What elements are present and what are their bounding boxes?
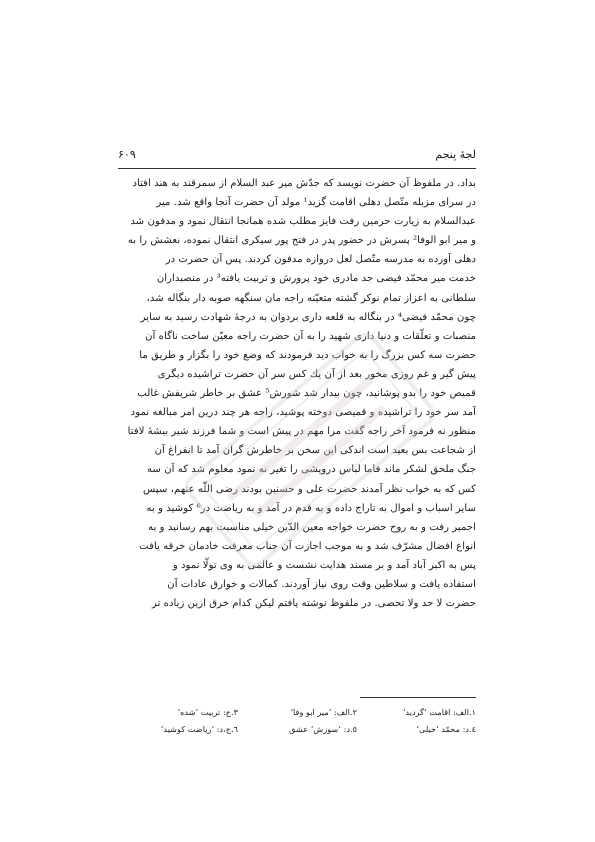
footnote: ٤.د: محمّد ’خیلی‘ — [416, 724, 476, 734]
page-number: ۶۰۹ — [118, 148, 136, 161]
body-line: آمد سر خود را تراشیده و قمیصی دوخته پوشید، راجه هر چند درین امر مبالغه نمود — [130, 407, 476, 419]
body-line: جنگ ملحق لشکر ماند فاما لباس درویشی را تغیر نه نمود معلوم شد که آن سه — [146, 464, 476, 476]
body-line: منظور نه فرمود آخر راجه گفت مرا مهم در پیش است و شما فرزند شیر بیشهٔ لافتا — [127, 426, 476, 438]
body-line: خدمت میر محمّد فیضی جد مادری خود پرورش و تربیت یافته³ در منصبداران — [156, 273, 476, 285]
body-line: اجمیر رفت و به روح حضرت خواجه معین الدّین خیلی مناسبت بهم رسانید و به — [148, 521, 476, 533]
body-line: از شجاعت بس بعید است اندکی این سخن بر خاطرش گران آمد تا انفراغ آن — [154, 445, 476, 457]
header-rule — [118, 168, 476, 169]
body-line: استفاده یافت و سلاطین وقت روی نیاز آوردند. کمالات و خوارق عادات آن — [167, 578, 476, 590]
body-line: دهلی آورده به مدرسه متّصل لعل دروازه مدفون کردند. پس آن حضرت در — [165, 254, 476, 266]
body-line: حضرت سه کس بزرگ را به خواب دید فرمودند که وضع خود را بگزار و طریق ما — [139, 349, 476, 361]
body-line: سلطانی به اعزاز تمام نوکر گشته متعیّنه راجه مان سنگهه صوبه دار بنگاله شد، — [146, 292, 476, 304]
body-line: عبدالسلام به زیارت حرمین رفت فایز مطلب شده همانجا انتقال نمود و مدفون شد — [130, 216, 476, 228]
body-line: و میر ابو الوفا² پسرش در حضور پدر در فتح پور سیکری انتقال نموده، نعشش را به — [127, 235, 476, 247]
footnote-row — [118, 704, 476, 721]
footnote: ٢.الف: ’میر ابو وفا‘ — [290, 707, 357, 717]
body-line: حضرت لا حد ولا تحصی. در ملفوظ نوشته یافتم لیکن کدام خرق ازین زیاده تر — [151, 598, 476, 610]
body-line: در سرای مزبله متّصل دهلی اقامت گزید¹ مولد آن حضرت آنجا واقع شد. میر — [156, 197, 476, 209]
footnote-row — [118, 721, 476, 738]
body-text — [118, 174, 476, 613]
footnote: ٥.د: ’سوزش‘ عشق — [289, 724, 357, 734]
body-line: کس که به خواب نظر آمدند حضرت علی و حسنین بودند رضی اللّٰه عنهم، سپس — [142, 483, 476, 495]
body-line: چون محمّد فیضی⁴ در بنگاله به قلعه داری بردوان به درجهٔ شهادت رسید به سایر — [140, 311, 476, 323]
footnote: ١.الف: اقامت ’گردید‘ — [402, 707, 476, 717]
body-line: بداد. در ملفوظ آن حضرت نویسد که جدّش میر عبد السلام از سمرقند به هند افتاد — [132, 178, 476, 189]
body-line: سایر اسباب و اموال به تاراج داده و به قدم در آمد و به ریاضت در⁶ کوشید و به — [146, 502, 476, 514]
body-line: پس به اکبر آباد آمد و بر مسند هدایت نشست و عالمی به وی تولّا نمود و — [172, 559, 476, 571]
body-line: پیش گیر و غم روزی مخور بعد از آن یك كس سر آن حضرت تراشیده دیگری — [157, 368, 476, 380]
body-line: قمیص خود را بدو پوشانید، چون بیدار شد شورش⁵ عشق بر خاطر شریفش غالب — [137, 388, 476, 400]
chapter-title: لجۀ پنجم — [435, 148, 476, 161]
footnote-rule — [360, 697, 476, 698]
footnote: ٦.ج،د: ’ریاضت کوشید‘ — [160, 724, 238, 734]
footnotes — [118, 704, 476, 738]
body-line: منصبات و تعلّقات و دنیا داری شهید را به آن حضرت راجه معیّن ساخت ناگاه آن — [145, 330, 476, 342]
footnote: ٣.ج: تربیت ’شده‘ — [177, 707, 238, 717]
running-head — [118, 148, 476, 164]
body-line: انواع افضال مشرّف شد و به موجب اجازت آن جناب معرفت خادمان خرقه یافت — [139, 540, 476, 552]
